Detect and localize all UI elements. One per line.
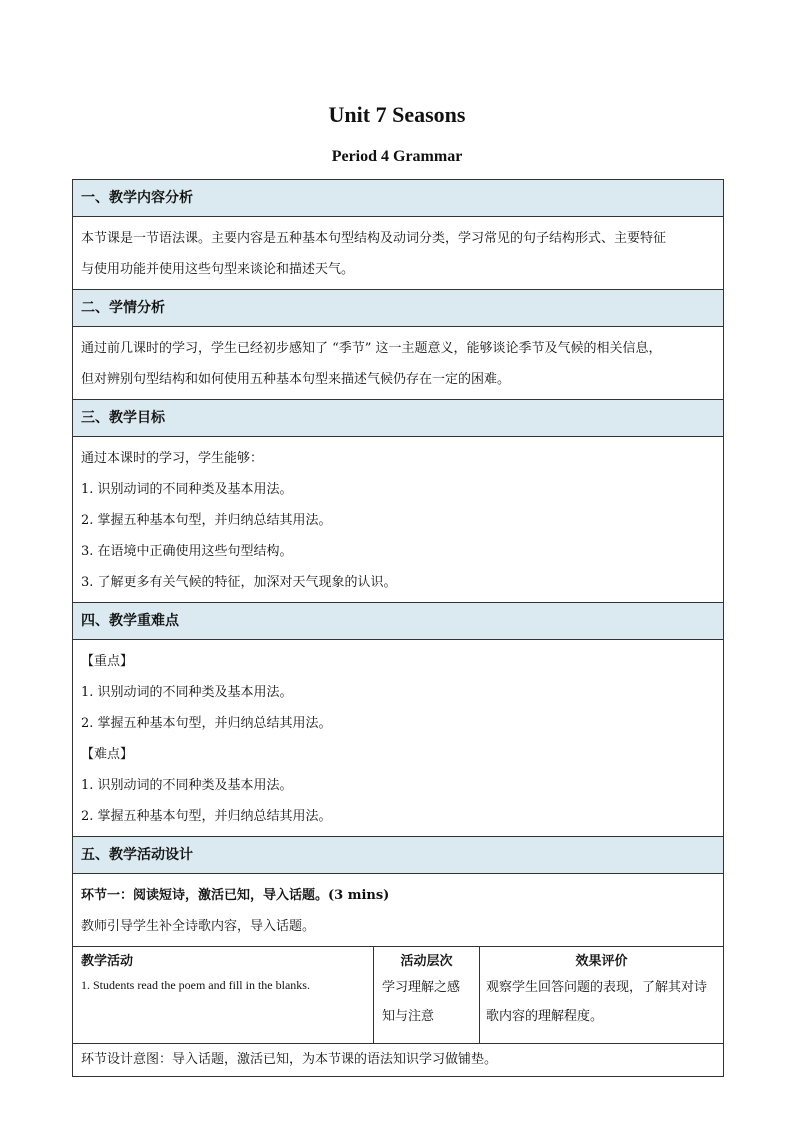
evaluation-column-header: 效果评价: [575, 954, 628, 969]
text-line: 通过本课时的学习，学生能够：: [81, 451, 264, 466]
section-heading-content-analysis: 一、教学内容分析: [73, 180, 723, 217]
section-heading-objectives: 三、教学目标: [73, 400, 723, 437]
objective-item: 3. 了解更多有关气候的特征，加深对天气现象的认识。: [81, 575, 397, 590]
objective-item: 1. 识别动词的不同种类及基本用法。: [81, 482, 293, 497]
text-line: 与使用功能并使用这些句型来谈论和描述天气。: [81, 262, 355, 277]
section-heading-learner-analysis: 二、学情分析: [73, 290, 723, 327]
text-line: 本节课是一节语法课。主要内容是五种基本句型结构及动词分类，学习常见的句子结构形式、主要特征: [81, 231, 667, 246]
activity-column-header: 教学活动: [81, 954, 134, 969]
section-heading-key-difficult-points: 四、教学重难点: [73, 603, 723, 640]
difficult-points-label: 【难点】: [81, 747, 134, 762]
section-body-objectives: [73, 437, 723, 603]
design-intent: 环节设计意图：导入话题，激活已知，为本节课的语法知识学习做铺垫。: [81, 1052, 498, 1067]
step-one-block: [73, 874, 723, 947]
difficult-point-item: 2. 掌握五种基本句型，并归纳总结其用法。: [81, 809, 332, 824]
objective-item: 2. 掌握五种基本句型，并归纳总结其用法。: [81, 513, 332, 528]
section-body-key-difficult-points: [73, 640, 723, 837]
evaluation-text: [486, 973, 717, 1031]
level-column: [374, 947, 480, 1043]
level-column-header: 活动层次: [400, 954, 453, 969]
key-point-item: 2. 掌握五种基本句型，并归纳总结其用法。: [81, 716, 332, 731]
evaluation-line: 观察学生回答问题的表现，了解其对诗: [486, 980, 708, 995]
evaluation-line: 歌内容的理解程度。: [486, 1009, 604, 1024]
level-line: 知与注意: [382, 1009, 435, 1024]
step-one-title: 环节一：阅读短诗，激活已知，导入话题。(3 mins): [81, 888, 390, 903]
text-line: 但对辨别句型结构和如何使用五种基本句型来描述气候仍存在一定的困难。: [81, 372, 511, 387]
activity-text: 1. Students read the poem and fill in the blanks.: [81, 978, 310, 992]
level-line: 学习理解之感: [382, 980, 461, 995]
lesson-plan-table: [72, 179, 724, 1077]
key-point-item: 1. 识别动词的不同种类及基本用法。: [81, 685, 293, 700]
text-line: 通过前几课时的学习，学生已经初步感知了 “季节” 这一主题意义，能够谈论季节及气候的相关信息，: [81, 341, 662, 356]
section-body-learner-analysis: [73, 327, 723, 400]
activity-column: [73, 947, 374, 1043]
level-text: [382, 973, 471, 1031]
document-title: Unit 7 Seasons: [328, 102, 466, 127]
difficult-point-item: 1. 识别动词的不同种类及基本用法。: [81, 778, 293, 793]
section-heading-activity-design: 五、教学活动设计: [73, 837, 723, 874]
document-subtitle: Period 4 Grammar: [331, 148, 463, 165]
activity-grid: [73, 947, 723, 1044]
key-points-label: 【重点】: [81, 654, 134, 669]
objective-item: 3. 在语境中正确使用这些句型结构。: [81, 544, 293, 559]
step-one-description: 教师引导学生补全诗歌内容，导入话题。: [81, 919, 316, 934]
section-body-content-analysis: [73, 217, 723, 290]
evaluation-column: [480, 947, 723, 1043]
